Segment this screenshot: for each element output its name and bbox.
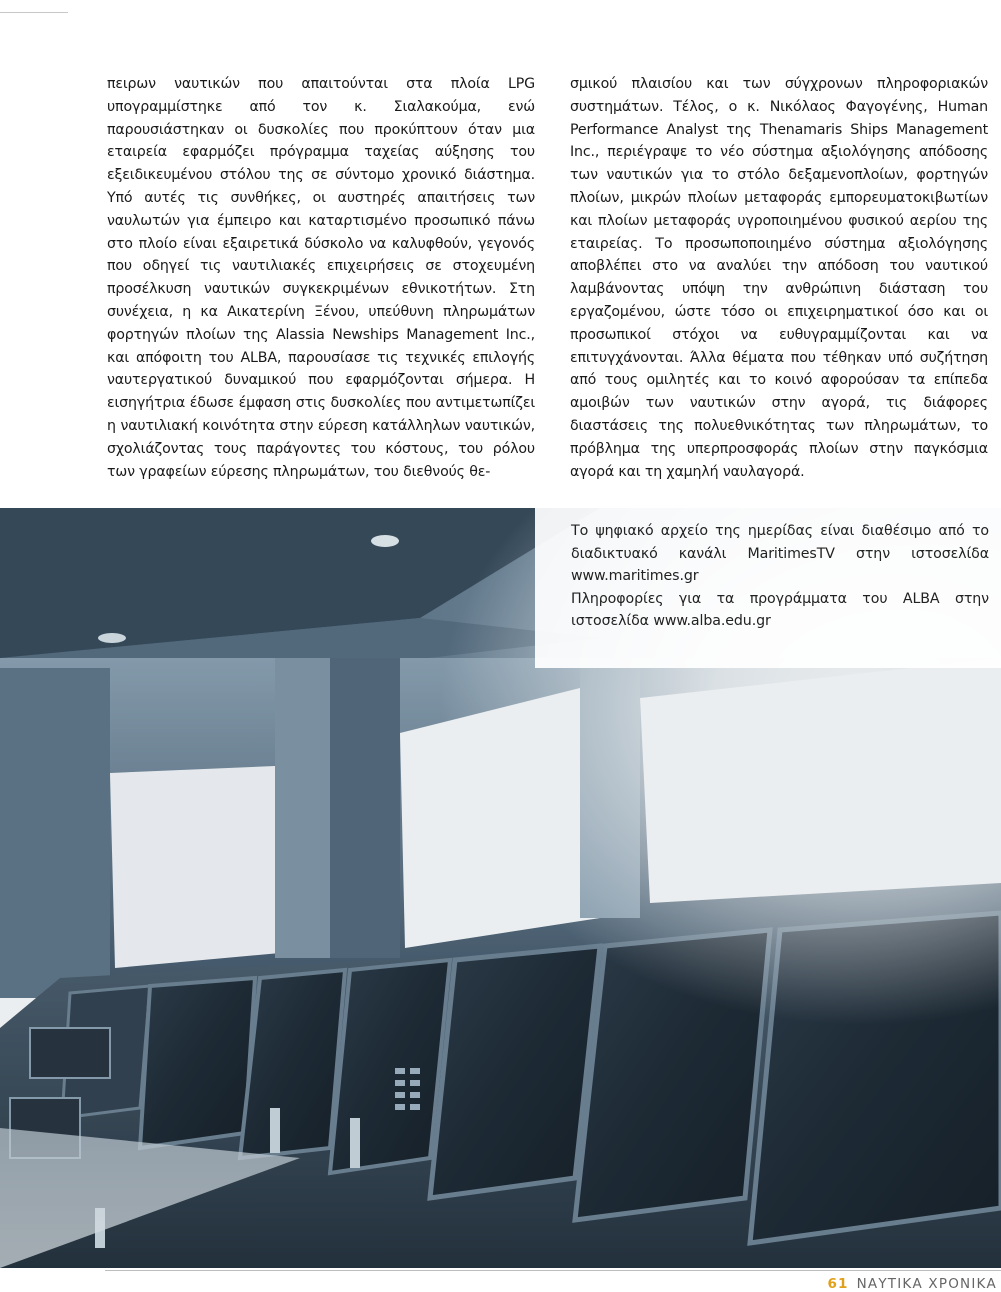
page-number: 61	[827, 1276, 849, 1292]
info-archive-line: Το ψηφιακό αρχείο της ημερίδας είναι διαθέσιμο από το διαδικτυακό κανάλι MaritimesTV στην ιστοσελίδα www.maritimes.gr	[571, 523, 989, 585]
info-text	[571, 520, 989, 633]
article-right-paragraph: σμικού πλαισίου και των σύγχρονων πληροφοριακών συστημάτων. Τέλος, ο κ. Νικόλαος Φαγογένης, Human Performance Analyst της Thenamaris Ships Management Inc., περιέγραψε το νέο σύστημα αξιολόγησης απόδοσης των ναυτικών για το στόλο δεξαμενοπλοίων, φορτηγών πλοίων, μικρών πλοίων μεταφοράς εμπορευματοκιβωτίων και πλοίων μεταφοράς υγροποιημένου φυσικού αερίου της εταιρείας. Το προσωποποιημένο σύστημα αξιολόγησης αποβλέπει στο να αναλύει την απόδοση του ναυτικού λαμβάνοντας υπόψη την ανθρώπινη διάσταση του εργαζομένου, ώστε τόσο οι επιχειρηματικοί όσο και οι προσωπικοί στόχοι να ευθυγραμμίζονται και να επιτυγχάνονται. Άλλα θέματα που τέθηκαν υπό συζήτηση από τους ομιλητές και το κοινό αφορούσαν τα επίπεδα αμοιβών των ναυτικών στην αγορά, τις διάφορες διαστάσεις της πολυεθνικότητας των πληρωμάτων, το πρόβλημα της υπερπροσφοράς πλοίων στην παγκόσμια αγορά και τη χαμηλή ναυλαγορά.	[570, 76, 988, 480]
info-alba-line: Πληροφορίες για τα προγράμματα του ALBA στην ιστοσελίδα www.alba.edu.gr	[571, 590, 989, 630]
magazine-title: ΝΑΥΤΙΚΑ ΧΡΟΝΙΚΑ	[856, 1276, 997, 1292]
article-left-paragraph: πειρων ναυτικών που απαιτούνται στα πλοία LPG υπογραμμίστηκε από τον κ. Σιαλακούμα, ενώ παρουσιάστηκαν οι δυσκολίες που προκύπτουν όταν μια εταιρεία εφαρμόζει πρόγραμμα ταχείας αύξησης του εξειδικευμένου στόλου της σε σύντομο χρονικό διάστημα. Υπό αυτές τις συνθήκες, οι αυστηρές απαιτήσεις των ναυλωτών για έμπειρο και καταρτισμένο προσωπικό πάνω στο πλοίο είναι εξαιρετικά δύσκολο να καλυφθούν, γεγονός που οδηγεί τις ναυτιλιακές επιχειρήσεις σε στοχευμένη προσέλκυση ναυτικών συγκεκριμένων εθνικοτήτων. Στη συνέχεια, η κα Αικατερίνη Ξένου, υπεύθυνη πληρωμάτων φορτηγών πλοίων της Alassia Newships Management Inc., και απόφοιτη του ALBA, παρουσίασε τις τεχνικές επιλογής ναυτεργατικού δυναμικού που εφαρμόζονται σήμερα. Η εισηγήτρια έδωσε έμφαση στις δυσκολίες που αντιμετωπίζει η ναυτιλιακή κοινότητα στην εύρεση κατάλληλων ναυτικών, σχολιάζοντας τους παράγοντες του κόστους, του ρόλου των γραφείων εύρεσης πληρωμάτων, του διεθνούς θε-	[107, 76, 535, 480]
article-left-column	[107, 73, 535, 483]
article-right-column	[570, 73, 988, 483]
page-footer	[827, 1276, 997, 1292]
bottom-rule	[105, 1270, 1001, 1271]
info-box	[535, 508, 1001, 668]
